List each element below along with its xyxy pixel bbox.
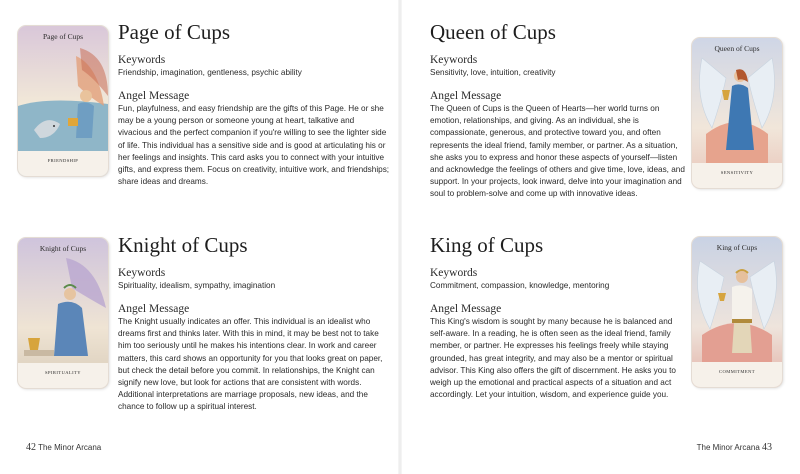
king-of-cups-card-image bbox=[692, 237, 782, 387]
card-footer: COMMITMENT bbox=[719, 369, 755, 374]
card-title: King of Cups bbox=[716, 243, 758, 252]
angel-message-text: The Queen of Cups is the Queen of Hearts—her world turns on emotion, relationships, and giving. As an individual, she is compassionate, generous, and protective toward you, and often represents the ideal friend, family member, or partner. As a situation, she asks you to express and honor these aspects of yourself—listen and acknowledge the feelings of others and give time, love, ideas, and support. In your projects, look inward, delve into your imagination and soul to problem-solve and come up with innovative ideas. bbox=[430, 104, 685, 199]
queen-of-cups-entry bbox=[430, 20, 688, 201]
left-folio bbox=[26, 442, 101, 453]
right-folio bbox=[697, 442, 772, 453]
queen-of-cups-illustration bbox=[692, 38, 782, 188]
entry-title: Knight of Cups bbox=[118, 233, 248, 257]
angel-message-heading: Angel Message bbox=[430, 90, 502, 102]
card-title: Knight of Cups bbox=[39, 244, 87, 253]
card-title: Queen of Cups bbox=[714, 44, 760, 53]
angel-message-text: Fun, playfulness, and easy friendship are the gifts of this Page. He or she may be a young person or someone young at heart, talkative and vivacious and the perfect companion if you're willing to see the lighter side of life. This individual has a sensitive side and is good at articulating his or her feelings and insights. This card asks you to connect with your intuitive gifts, and express them. Focus on creativity, intuitive work, and friendships; share ideas and dreams. bbox=[118, 104, 390, 187]
entry-title: King of Cups bbox=[430, 233, 544, 257]
keywords-text: Friendship, imagination, gentleness, psychic ability bbox=[118, 68, 302, 77]
page-of-cups-illustration bbox=[18, 26, 108, 176]
page-of-cups-card-image bbox=[18, 26, 108, 176]
page-number: 42 bbox=[26, 442, 36, 453]
keywords-text: Spirituality, idealism, sympathy, imagination bbox=[118, 281, 276, 290]
keywords-text: Sensitivity, love, intuition, creativity bbox=[430, 68, 556, 77]
knight-of-cups-illustration bbox=[18, 238, 108, 388]
keywords-text: Commitment, compassion, knowledge, mentoring bbox=[430, 281, 610, 290]
keywords-heading: Keywords bbox=[118, 54, 166, 66]
section-name: The Minor Arcana bbox=[38, 443, 102, 452]
page-of-cups-entry bbox=[118, 20, 390, 188]
entry-title: Page of Cups bbox=[118, 20, 230, 44]
section-name: The Minor Arcana bbox=[696, 443, 760, 452]
page-number: 43 bbox=[762, 442, 772, 453]
keywords-heading: Keywords bbox=[118, 267, 166, 279]
angel-message-heading: Angel Message bbox=[118, 90, 190, 102]
entry-title: Queen of Cups bbox=[430, 20, 556, 44]
keywords-heading: Keywords bbox=[430, 54, 478, 66]
angel-message-heading: Angel Message bbox=[118, 303, 190, 315]
card-footer: SPIRITUALITY bbox=[45, 370, 81, 375]
right-page bbox=[400, 0, 800, 474]
card-footer: FRIENDSHIP bbox=[47, 158, 79, 163]
angel-message-heading: Angel Message bbox=[430, 303, 502, 315]
keywords-heading: Keywords bbox=[430, 267, 478, 279]
card-title: Page of Cups bbox=[43, 32, 83, 41]
card-footer: SENSITIVITY bbox=[720, 170, 754, 175]
angel-message-text: This King's wisdom is sought by many because he is balanced and self-aware. In a reading, he is often seen as the ideal friend, family member, or partner. He expresses his feelings freely while staying grounded, has great integrity, and may also be a mentor or spiritual advisor. This King also offers the gift of discernment. He asks you to weigh up the emotional and practical aspects of a situation and act accordingly. Let your intuition, wisdom, and experience guide you. bbox=[430, 317, 676, 400]
knight-of-cups-card-image bbox=[18, 238, 108, 388]
angel-message-text: The Knight usually indicates an offer. This individual is an idealist who dreams first and thinks later. With this in mind, it may be best not to take him too seriously until he makes his intentions clear. In work and career matters, this card shows an opportunity for you that looks great on paper, but check the detail before you commit. In relationships, the Knight can signify new love, but look for actions that are consistent with words. Additional interpretations are marriage proposals, new ideas, and the chance to follow up a spiritual interest. bbox=[118, 317, 383, 412]
queen-of-cups-card-image bbox=[692, 38, 782, 188]
king-of-cups-illustration bbox=[692, 237, 782, 387]
knight-of-cups-entry bbox=[118, 233, 390, 414]
king-of-cups-entry bbox=[430, 233, 688, 401]
